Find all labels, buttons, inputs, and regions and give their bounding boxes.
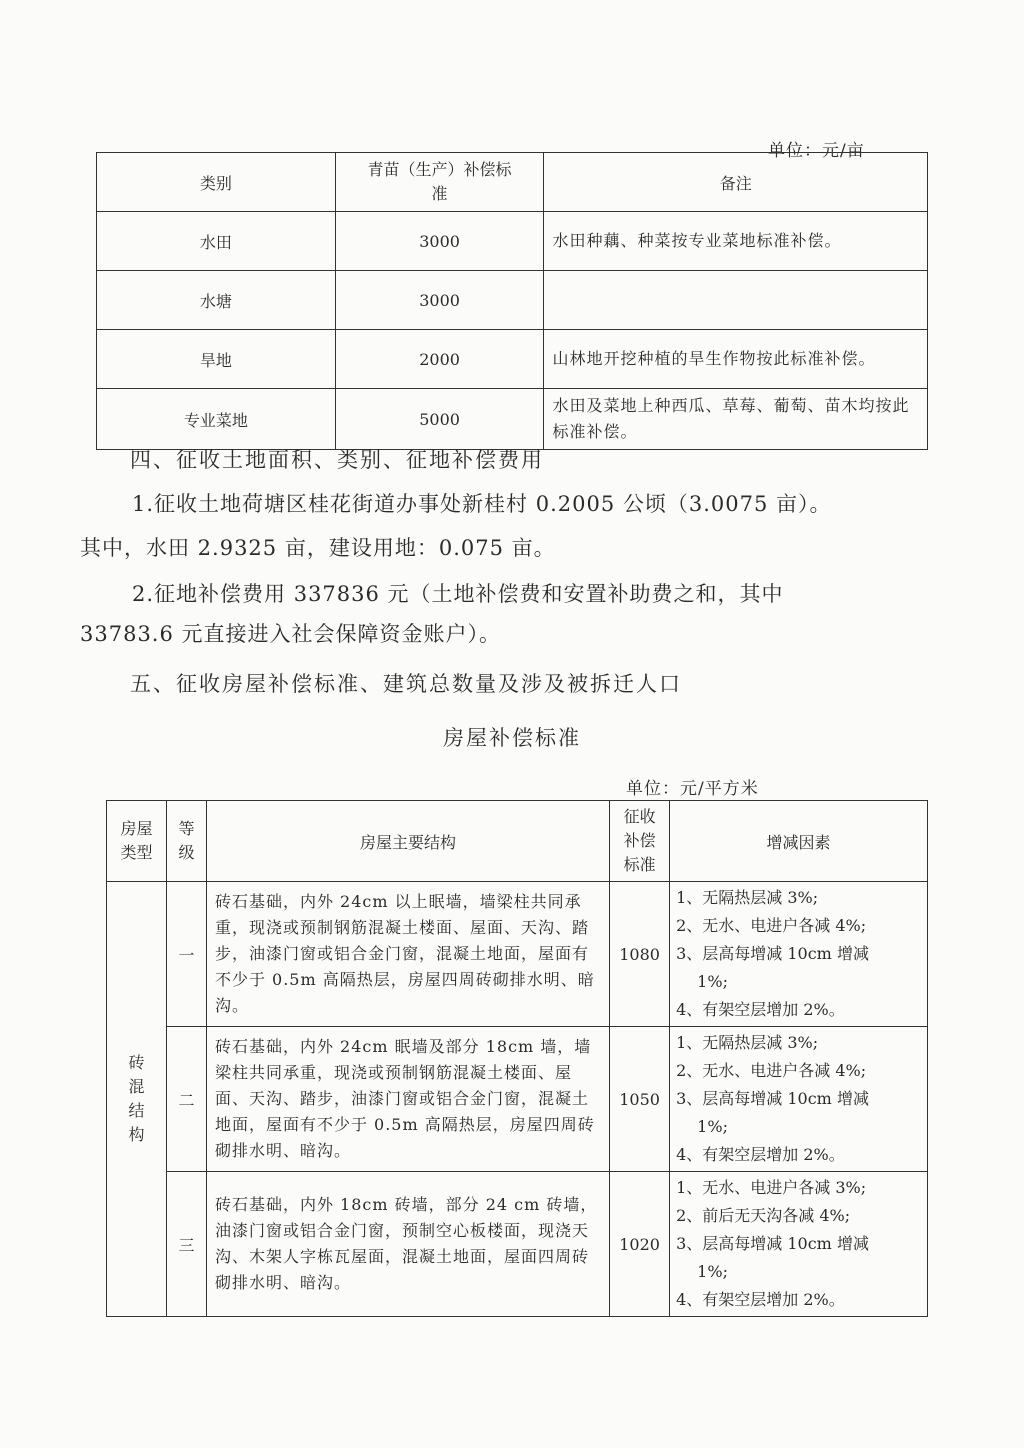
table-row [97, 330, 928, 389]
row-category: 旱地 [97, 330, 336, 389]
table-row [107, 882, 928, 1027]
header-standard: 青苗（生产）补偿标准 [335, 153, 544, 212]
header-grade: 等级 [166, 801, 206, 882]
row-note: 水田及菜地上种西瓜、草莓、葡萄、苗木均按此标准补偿。 [544, 389, 928, 450]
header-house-type: 房屋类型 [107, 801, 167, 882]
standard-cell: 1020 [610, 1172, 670, 1317]
table-row [107, 1172, 928, 1317]
header-standard: 征收补偿标准 [610, 801, 670, 882]
section4-heading: 四、征收土地面积、类别、征地补偿费用 [130, 448, 544, 472]
factor-item: 2、无水、电进户各减 4%; [676, 1061, 867, 1080]
factor-item: 3、层高每增减 10cm 增减 [676, 1089, 869, 1108]
row-note: 山林地开挖种植的旱生作物按此标准补偿。 [544, 330, 928, 389]
factor-item: 1%; [676, 1117, 728, 1136]
row-category: 专业菜地 [97, 389, 336, 450]
table2-title: 房屋补偿标准 [443, 726, 581, 750]
table-header-row [107, 801, 928, 882]
table-row [97, 212, 928, 271]
factors-cell [670, 1027, 928, 1172]
standard-cell: 1050 [610, 1027, 670, 1172]
row-category: 水塘 [97, 271, 336, 330]
grade-cell: 一 [166, 882, 206, 1027]
structure-cell: 砖石基础，内外 24cm 眠墙及部分 18cm 墙，墙梁柱共同承重，现浇或预制钢筋混凝土楼面、屋面、天沟、踏步，油漆门窗或铝合金门窗，混凝土地面，屋面有不少于 0.5m 高隔热层，房屋四周砖砌排水明、暗沟。 [206, 1027, 609, 1172]
table1-unit: 单位：元/亩 [768, 141, 865, 161]
structure-cell: 砖石基础，内外 18cm 砖墙，部分 24 cm 砖墙，油漆门窗或铝合金门窗，预制空心板楼面，现浇天沟、木架人字栋瓦屋面，混凝土地面，屋面四周砖砌排水明、暗沟。 [206, 1172, 609, 1317]
factor-item: 3、层高每增减 10cm 增减 [676, 944, 869, 963]
factors-cell [670, 1172, 928, 1317]
section4-paragraph2-line1: 2.征地补偿费用 337836 元（土地补偿费和安置补助费之和，其中 [132, 582, 784, 606]
factor-item: 1、无水、电进户各减 3%; [676, 1178, 867, 1197]
factor-item: 4、有架空层增加 2%。 [676, 1000, 845, 1019]
table-row [97, 271, 928, 330]
section4-paragraph2-line2: 33783.6 元直接进入社会保障资金账户）。 [80, 622, 502, 646]
factors-cell [670, 882, 928, 1027]
section4-paragraph1-line1: 1.征收土地荷塘区桂花街道办事处新桂村 0.2005 公顷（3.0075 亩）。 [132, 492, 832, 516]
grade-cell: 三 [166, 1172, 206, 1317]
factor-item: 2、前后无天沟各减 4%; [676, 1206, 851, 1225]
header-note: 备注 [544, 153, 928, 212]
factor-item: 3、层高每增减 10cm 增减 [676, 1234, 869, 1253]
grade-cell: 二 [166, 1027, 206, 1172]
table-row [97, 389, 928, 450]
section4-paragraph1-line2: 其中，水田 2.9325 亩，建设用地：0.075 亩。 [80, 536, 556, 560]
row-note [544, 271, 928, 330]
header-category: 类别 [97, 153, 336, 212]
standard-cell: 1080 [610, 882, 670, 1027]
row-standard: 5000 [335, 389, 544, 450]
house-type-cell: 砖混结构 [107, 882, 167, 1317]
house-compensation-table [106, 800, 928, 1317]
table2-unit: 单位：元/平方米 [626, 779, 759, 799]
factor-item: 1、无隔热层减 3%; [676, 1033, 819, 1052]
factor-item: 1%; [676, 1262, 728, 1281]
row-standard: 3000 [335, 271, 544, 330]
header-factors: 增减因素 [670, 801, 928, 882]
section5-heading: 五、征收房屋补偿标准、建筑总数量及涉及被拆迁人口 [130, 672, 682, 696]
factor-item: 1、无隔热层减 3%; [676, 888, 819, 907]
row-standard: 2000 [335, 330, 544, 389]
factor-item: 1%; [676, 972, 728, 991]
table-row [107, 1027, 928, 1172]
row-standard: 3000 [335, 212, 544, 271]
table-header-row [97, 153, 928, 212]
factor-item: 4、有架空层增加 2%。 [676, 1145, 845, 1164]
seedling-compensation-table [96, 152, 928, 450]
row-note: 水田种藕、种菜按专业菜地标准补偿。 [544, 212, 928, 271]
row-category: 水田 [97, 212, 336, 271]
structure-cell: 砖石基础，内外 24cm 以上眠墙，墙梁柱共同承重，现浇或预制钢筋混凝土楼面、屋面、天沟、踏步，油漆门窗或铝合金门窗，混凝土地面，屋面有不少于 0.5m 高隔热层，房屋四周砖砌排水明、暗沟。 [206, 882, 609, 1027]
factor-item: 4、有架空层增加 2%。 [676, 1290, 845, 1309]
header-structure: 房屋主要结构 [206, 801, 609, 882]
factor-item: 2、无水、电进户各减 4%; [676, 916, 867, 935]
